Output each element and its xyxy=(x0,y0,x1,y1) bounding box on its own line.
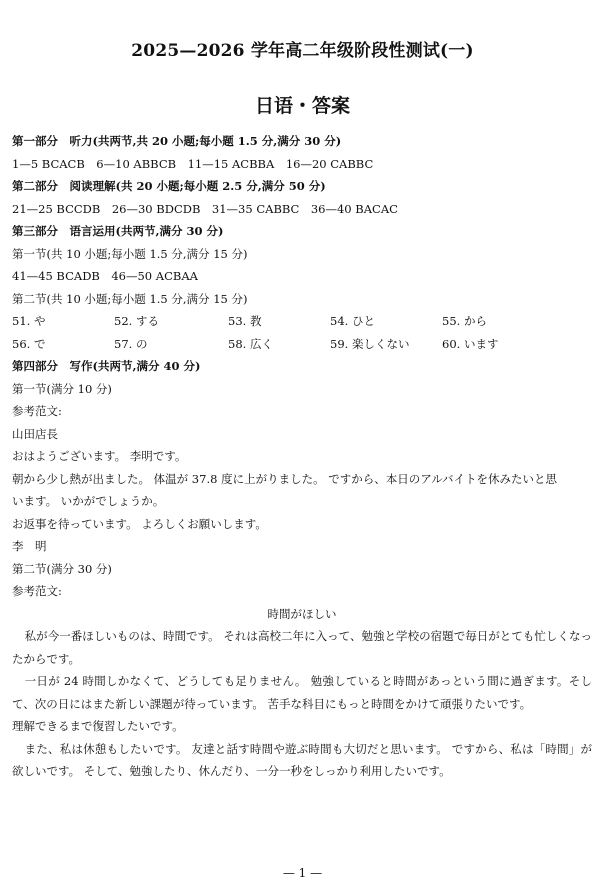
part1-heading: 第一部分 听力(共两节,共 20 小题;每小题 1.5 分,满分 30 分) xyxy=(12,134,342,148)
fill-in-answer: 58. 広く xyxy=(228,336,273,351)
answer-content xyxy=(12,130,592,783)
letter-closing: お返事を待っています。 よろしくお願いします。 xyxy=(12,516,267,531)
letter-body-line: います。 いかがでしょうか。 xyxy=(12,494,165,508)
part1-answers: 1—5 BCACB 6—10 ABBCB 11—15 ACBBA 16—20 CABBC xyxy=(12,156,374,171)
fill-in-answer: 57. の xyxy=(114,336,148,351)
fill-in-answer: 55. から xyxy=(442,314,487,328)
part3-section2-heading: 第二节(共 10 小题;每小题 1.5 分,满分 15 分) xyxy=(12,291,248,306)
fill-in-answer: 51. や xyxy=(12,314,46,328)
part4-heading: 第四部分 写作(共两节,满分 40 分) xyxy=(12,359,201,373)
fill-in-answers-row xyxy=(12,333,592,356)
essay-paragraph-continuation: 理解できるまで復習したいです。 xyxy=(12,719,184,733)
fill-in-answer: 56. で xyxy=(12,336,46,351)
fill-in-answers-row xyxy=(12,310,592,333)
sample-label: 参考范文: xyxy=(12,404,62,418)
fill-in-answer: 59. 楽しくない xyxy=(330,336,410,351)
fill-in-answer: 52. する xyxy=(114,314,159,328)
part2-answers: 21—25 BCCDB 26—30 BDCDB 31—35 CABBC 36—40 BACAC xyxy=(12,201,398,216)
part3-section1-heading: 第一节(共 10 小题;每小题 1.5 分,满分 15 分) xyxy=(12,246,248,261)
part2-heading: 第二部分 阅读理解(共 20 小题;每小题 2.5 分,满分 50 分) xyxy=(12,179,326,193)
essay-paragraph: 私が今一番ほしいものは、時間です。 それは高校二年に入って、勉強と学校の宿題で毎日がとても忙しくなったからです。 xyxy=(12,629,592,666)
letter-recipient: 山田店長 xyxy=(12,426,58,441)
part4-section1-heading: 第一节(满分 10 分) xyxy=(12,381,112,396)
page-title: 2025—2026 学年高二年级阶段性测试(一) xyxy=(131,41,474,61)
fill-in-answer: 54. ひと xyxy=(330,314,375,328)
page-number: — 1 — xyxy=(282,866,323,880)
part3-section1-answers: 41—45 BCADB 46—50 ACBAA xyxy=(12,269,198,283)
sample-label: 参考范文: xyxy=(12,584,62,598)
essay-title: 時間がほしい xyxy=(267,606,337,621)
essay-paragraph: また、私は休憩もしたいです。 友達と話す時間や遊ぶ時間も大切だと思います。 ですから、私は「時間」が欲しいです。 そして、勉強したり、休んだり、一分一秒をしっかり利用したいです。 xyxy=(12,741,592,778)
letter-body-line: 朝から少し熱が出ました。 体温が 37.8 度に上がりました。 ですから、本日のアルバイトを休みたいと思 xyxy=(12,471,557,486)
letter-greeting: おはようございます。 李明です。 xyxy=(12,449,187,463)
essay-paragraph: 一日が 24 時間しかなくて、どうしても足りません。 勉強していると時間があっという間に過ぎます。そして、次の日にはまた新しい課題が待っています。 苦手な科目にもっと時間をかけて頑張りたいです。 xyxy=(12,674,592,711)
fill-in-answer: 60. います xyxy=(442,336,499,351)
fill-in-answer: 53. 教 xyxy=(228,314,262,328)
part3-heading: 第三部分 语言运用(共两节,满分 30 分) xyxy=(12,224,224,238)
page-subtitle: 日语・答案 xyxy=(254,95,350,117)
part4-section2-heading: 第二节(满分 30 分) xyxy=(12,561,112,576)
letter-signature: 李 明 xyxy=(12,539,47,553)
